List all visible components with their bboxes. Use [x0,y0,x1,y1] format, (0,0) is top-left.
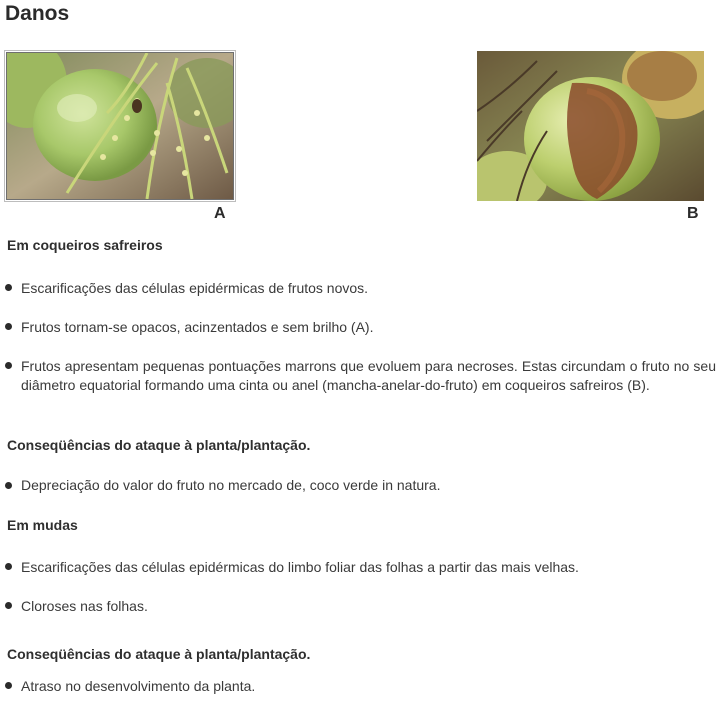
bullet-icon [5,362,12,369]
list-item: Escarificações das células epidérmicas do limbo foliar das folhas a partir das mais velhas. [21,559,579,575]
photo-a [6,52,234,200]
green-coconut-photo-icon [7,53,233,199]
section-heading-consequencias-2: Conseqüências do ataque à planta/plantação. [7,646,311,662]
page-title: Danos [5,2,70,25]
coconut-with-ring-necrosis-photo-icon [477,51,704,201]
bullet-icon [5,323,12,330]
list-item: Frutos apresentam pequenas pontuações marrons que evoluem para necroses. Estas circundam o fruto no seu diâmetro equatorial formando uma cinta ou anel (mancha-anelar-do-fruto) em coqueiros safreiros (B). [21,358,716,393]
bullet-icon [5,602,12,609]
section-heading-consequencias-1: Conseqüências do ataque à planta/plantação. [7,437,311,453]
figure-caption-b: B [687,205,699,222]
list-item: Escarificações das células epidérmicas de frutos novos. [21,280,369,296]
figure-caption-a: A [214,205,226,222]
bullet-icon [5,482,12,489]
list-item: Cloroses nas folhas. [21,598,148,614]
section-heading-em-mudas: Em mudas [7,517,78,533]
list-item: Atraso no desenvolvimento da planta. [21,678,256,694]
bullet-icon [5,284,12,291]
list-item: Frutos tornam-se opacos, acinzentados e sem brilho (A). [21,319,374,335]
photo-b [477,51,704,201]
section-heading-coqueiros-safreiros: Em coqueiros safreiros [7,237,163,253]
bullet-icon [5,563,12,570]
bullet-icon [5,682,12,689]
list-item: Depreciação do valor do fruto no mercado de, coco verde in natura. [21,477,441,493]
